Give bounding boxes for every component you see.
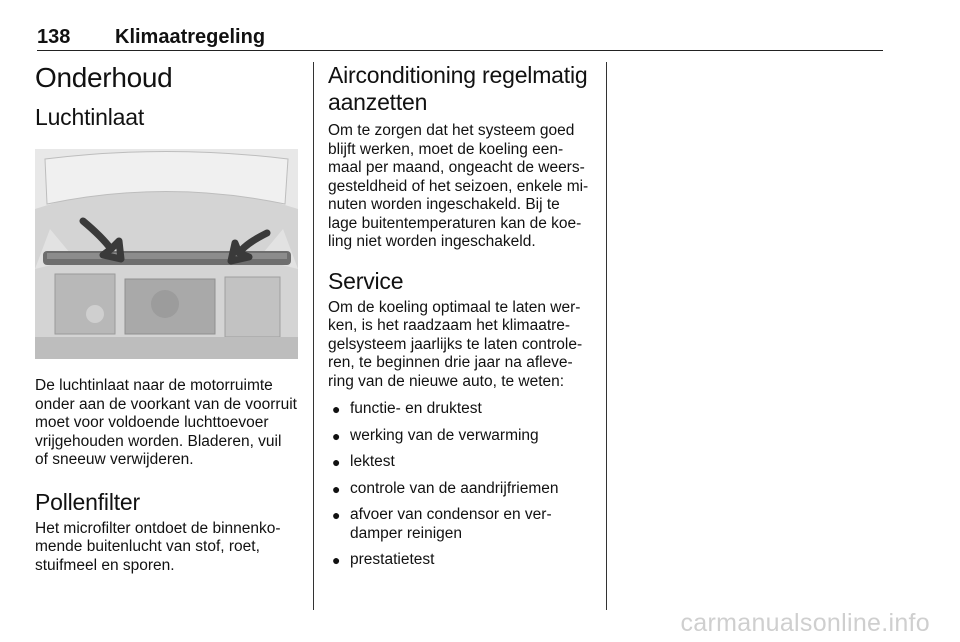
section-title: Onderhoud — [35, 62, 173, 93]
service-checklist — [328, 400, 593, 570]
right-column — [328, 62, 593, 578]
column-divider — [313, 62, 314, 610]
pollenfilter-paragraph: Het microfilter ontdoet de binnenko- mende buitenlucht van stof, roet, stuifmeel en sporen. — [35, 519, 281, 574]
ac-paragraph: Om te zorgen dat het systeem goed blijft werken, moet de koeling een- maal per maand, ongeacht de weers- gesteldheid of het seizoen, enkele mi- nuten worden ingeschakeld. Bij te lage buitentemperaturen kan de koe- ling niet worden ingeschakeld. — [328, 122, 589, 250]
service-section-title: Service — [328, 267, 404, 294]
bullet-icon: ● — [332, 552, 341, 568]
chapter-title: Klimaatregeling — [115, 26, 266, 48]
page-number: 138 — [37, 26, 71, 48]
list-item: ● afvoer van condensor en ver- damper reinigen — [332, 506, 552, 542]
luchtinlaat-paragraph: De luchtinlaat naar de motorruimte onder aan de voorkant van de voorruit moet voor voldoende luchttoevoer vrijgehouden worden. Bladeren, vuil of sneeuw verwijderen. — [35, 377, 297, 468]
service-paragraph: Om de koeling optimaal te laten wer- ken, is het raadzaam het klimaatre- gelsysteem jaarlijks te laten controle- ren, te beginnen drie jaar na afleve- ring van de nieuwe auto, te weten: — [328, 298, 583, 390]
page-header — [37, 26, 883, 51]
watermark[interactable]: carmanualsonline.info — [680, 609, 930, 637]
bullet-icon: ● — [332, 427, 341, 444]
subsection-title-luchtinlaat: Luchtinlaat — [35, 104, 145, 130]
bullet-icon: ● — [332, 480, 341, 497]
engine-bay-photo — [35, 149, 298, 359]
list-item: ● prestatietest — [332, 551, 435, 568]
bullet-icon: ● — [332, 507, 341, 523]
list-item: ● functie- en druktest — [332, 400, 482, 417]
column-divider — [606, 62, 607, 610]
ac-section-title: Airconditioning regelmatig aanzetten — [328, 62, 588, 115]
bullet-icon: ● — [332, 401, 341, 417]
list-item: ● werking van de verwarming — [332, 426, 539, 444]
bullet-icon: ● — [332, 454, 341, 470]
engine-bay-illustration — [35, 149, 298, 359]
list-item: ● controle van de aandrijfriemen — [332, 479, 559, 497]
subsection-title-pollenfilter: Pollenfilter — [35, 488, 140, 515]
left-column — [35, 62, 300, 575]
list-item: ● lektest — [332, 453, 395, 470]
